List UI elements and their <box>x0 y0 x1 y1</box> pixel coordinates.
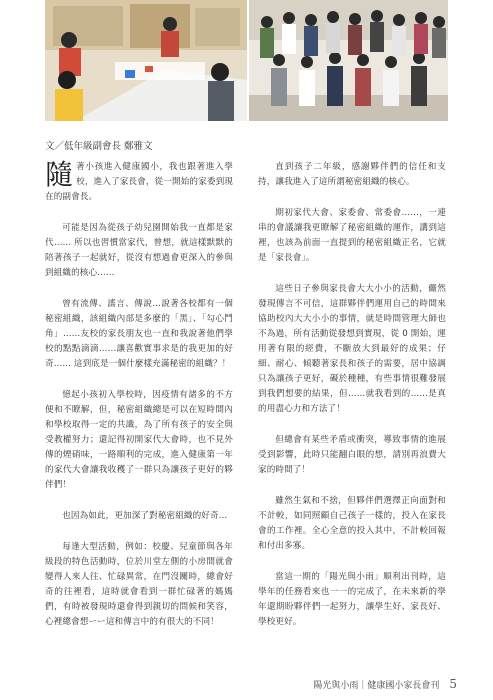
right-column <box>258 160 446 646</box>
page-footer <box>313 677 457 691</box>
publication-title: 陽光與小雨｜健康國小家長會刊 <box>313 681 440 691</box>
paragraph: 這些日子參與家長會大大小小的活動，儼然發現傳言不可信，這群夥伴們運用自己的時間來協助校內大大小小的事情，就是時間管理大師也不為過，所有活動從發想到實現，從 0 開始，運用著有限的經費，不斷放大到最好的成果；仔細、耐心、傾聽著家長和孩子的需要，居中協調只為讓孩子更好，礙於種種，有些事情很難發展到我們想要的結果，但……就我看到的……是真的用盡心力和方法了！ <box>258 284 446 414</box>
author-line: 文／低年級副會長 鄭雅文 <box>45 141 153 152</box>
paragraph: 但總會有某些矛盾或衝突，導致事情的進展受到影響，此時只能翻白眼的想，請別再浪費大家的時間了！ <box>258 435 446 475</box>
header-photos <box>45 0 448 121</box>
volunteer-room-photo <box>45 0 247 121</box>
paragraph: 每逢大型活動，例如：校慶、兒童節與各年級段的特色活動時，位於川堂左側的小房間就會變得人來人往、忙碌異常，在門沒關時，總會好奇的往裡看，這時就會看到一群忙碌著的媽媽們，有時被發現時還會得到親切的問候和笑容，心裡總會想ーー這和傳言中的有很大的不同！ <box>45 542 233 627</box>
paragraph: 也因為如此，更加深了對秘密組織的好奇… <box>62 511 228 521</box>
group-photo <box>249 0 448 121</box>
paragraph: 期初家代大會、家委會、常委會……，一連串的會議讓我更瞭解了秘密組織的運作，講到這裡，也該為前面一直提到的秘密組織正名，它就是「家長會」。 <box>258 208 446 263</box>
opening-text: 著小孩進入健康國小，我也跟著進入學校，進入了家長會，從一開始的家委到現在的副會長。 <box>45 162 233 202</box>
paragraph: 憶起小孩初入學校時，因疫情有諸多的不方便和不瞭解，但，秘密組織總是可以在短時間內和學校取得一定的共識，為了所有孩子的安全與受教權努力；還記得初開家代大會時，也不見外傳的煙硝味，一路順利的完成，進入健康第一年的家代大會讓我收穫了一群只為讓孩子更好的夥伴們！ <box>45 390 233 490</box>
paragraph: 雖然生氣和不捨，但夥伴們選擇正向面對和不計較，如同照顧自己孩子一樣的，投入在家長會的工作裡。全心全意的投入其中，不計較回報和付出多寡。 <box>258 496 446 551</box>
page-number: 5 <box>449 677 457 691</box>
paragraph: 當這一期的「陽光與小雨」順利出刊時，這學年的任務看來也一一的完成了，在未來新的學年還期盼夥伴們一起努力，讓學生好、家長好、學校更好。 <box>258 572 446 627</box>
left-column <box>45 160 233 646</box>
paragraph: 直到孩子二年級，感謝夥伴們的信任和支持，讓我進入了這所謂秘密組織的核心。 <box>258 162 446 187</box>
opening-paragraph <box>45 160 233 205</box>
paragraph: 曾有流傳、謠言、傳說…說著各校都有一個秘密組織，該組織內部是多麼的「黑」、「勾心鬥角」……友校的家長朋友也一直和我說著他們學校的點點滴滴……讓喜歡實事求是的我更加的好奇…… 這到底是一個什麼樣充滿秘密的組織？！ <box>45 299 233 369</box>
group-image <box>249 0 448 121</box>
dropcap: 隨 <box>45 158 74 191</box>
volunteer-room-image <box>45 0 247 121</box>
paragraph: 可能是因為從孩子幼兒園開始我一直都是家代…… 所以也習慣當家代，曾想，就這樣默默的陪著孩子一起就好，從沒有想過會更深入的參與到組織的核心…… <box>45 223 233 278</box>
